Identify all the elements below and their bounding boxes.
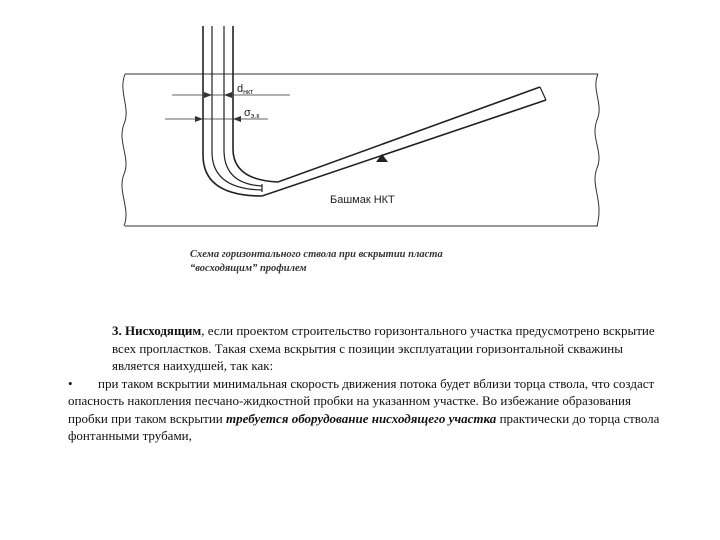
- bullet-text: при таком вскрытии минимальная скорость движения потока будет вблизи торца ствола, что создаст опасность накопления песчано-жидкостной пробки на указанном участке. Во избежание образования пробки при таком вскрытии: [68, 375, 655, 426]
- shoe-label: Башмак НКТ: [330, 194, 395, 206]
- item-title: Нисходящим: [125, 323, 202, 338]
- casing-wall-inner: [233, 26, 540, 182]
- dim-c-arrow-left-icon: [195, 116, 203, 122]
- dim-c-arrow-right-icon: [233, 116, 241, 122]
- bullet-emphasis: требуется оборудование нисходящего участка: [225, 410, 497, 426]
- formation-break-right: [595, 74, 599, 226]
- dim-d-arrow-right-icon: [224, 92, 232, 98]
- item-number: 3.: [112, 323, 122, 338]
- dim-d-arrow-left-icon: [204, 92, 212, 98]
- flow-direction-arrow-icon: [376, 154, 388, 162]
- dim-d-label: dнкт: [237, 83, 254, 96]
- dim-c-label: σэ.к: [244, 107, 260, 120]
- item-intro: , если проектом строительство горизонтального участка предусмотрено вскрытие всех пропластков. Такая схема вскрытия с позиции эксплуатации горизонтальной скважины является наихудшей, так как:: [112, 323, 655, 373]
- formation-break-left: [122, 74, 126, 226]
- casing-wall-outer: [203, 26, 546, 196]
- bullet-text-end: практически до торца ствола фонтанными трубами,: [68, 410, 660, 443]
- tubing-wall-right: [224, 26, 262, 186]
- bullet-item: [68, 375, 668, 445]
- paragraph-item-3: [68, 322, 668, 375]
- caption-line-1: Схема горизонтального ствола при вскрытии пласта: [190, 249, 443, 260]
- caption-line-2: “восходящим” профилем: [190, 263, 307, 274]
- body-text: [68, 322, 668, 445]
- bullet-symbol: •: [68, 375, 73, 391]
- bore-end-cap: [540, 87, 546, 100]
- figure-caption: [190, 248, 550, 276]
